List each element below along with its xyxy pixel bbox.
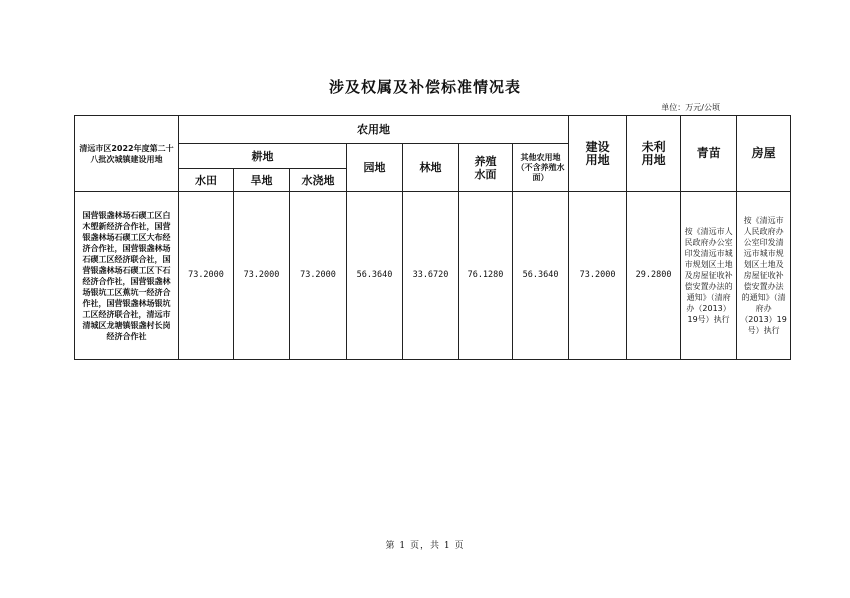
agricultural-header: 农用地 [179,116,569,144]
garden-header: 园地 [347,144,403,192]
aquaculture-value: 76.1280 [459,192,513,360]
dry-header: 旱地 [234,169,290,192]
cultivated-header: 耕地 [179,144,347,169]
garden-value: 56.3640 [347,192,403,360]
dry-value: 73.2000 [234,192,290,360]
page-footer: 第 1 页，共 1 页 [385,541,465,551]
other-agri-value: 56.3640 [513,192,569,360]
table-row [75,192,791,360]
crops-standard: 按《清远市人民政府办公室印发清远市城市规划区土地及房屋征收补偿安置办法的通知》（清府办（2013）19号）执行 [681,192,737,360]
aquaculture-header: 养殖水面 [459,144,513,192]
unit-label: 单位：万元/公顷 [661,103,720,112]
project-header: 清远市区2022年度第二十八批次城镇建设用地 [75,116,179,192]
project-cell: 国营银盏林场石碶工区白木塱新经济合作社，国营银盏林场石碶工区大布经济合作社，国营银盏林场石碶工区经济联合社，国营银盏林场石碶工区下石经济合作社，国营银盏林场银坑工区蕉坑一经济合作社，国营银盏林场银坑工区经济联合社，清远市清城区龙塘镇银盏村长岗经济合作社 [75,192,179,360]
unused-value: 29.2800 [627,192,681,360]
page-title: 涉及权属及补偿标准情况表 [328,78,521,96]
forest-header: 林地 [403,144,459,192]
housing-header: 房屋 [737,116,791,192]
crops-header: 青苗 [681,116,737,192]
unused-header: 未利用地 [627,116,681,192]
paddy-header: 水田 [179,169,234,192]
other-agri-header: 其他农用地（不含养殖水面） [513,144,569,192]
forest-value: 33.6720 [403,192,459,360]
header-row-1 [75,116,791,144]
construction-value: 73.2000 [569,192,627,360]
irrigated-value: 73.2000 [290,192,347,360]
compensation-table [74,115,791,360]
irrigated-header: 水浇地 [290,169,347,192]
paddy-value: 73.2000 [179,192,234,360]
construction-header: 建设用地 [569,116,627,192]
housing-standard: 按《清远市人民政府办公室印发清远市城市规划区土地及房屋征收补偿安置办法的通知》（清府办（2013）19号）执行 [737,192,791,360]
